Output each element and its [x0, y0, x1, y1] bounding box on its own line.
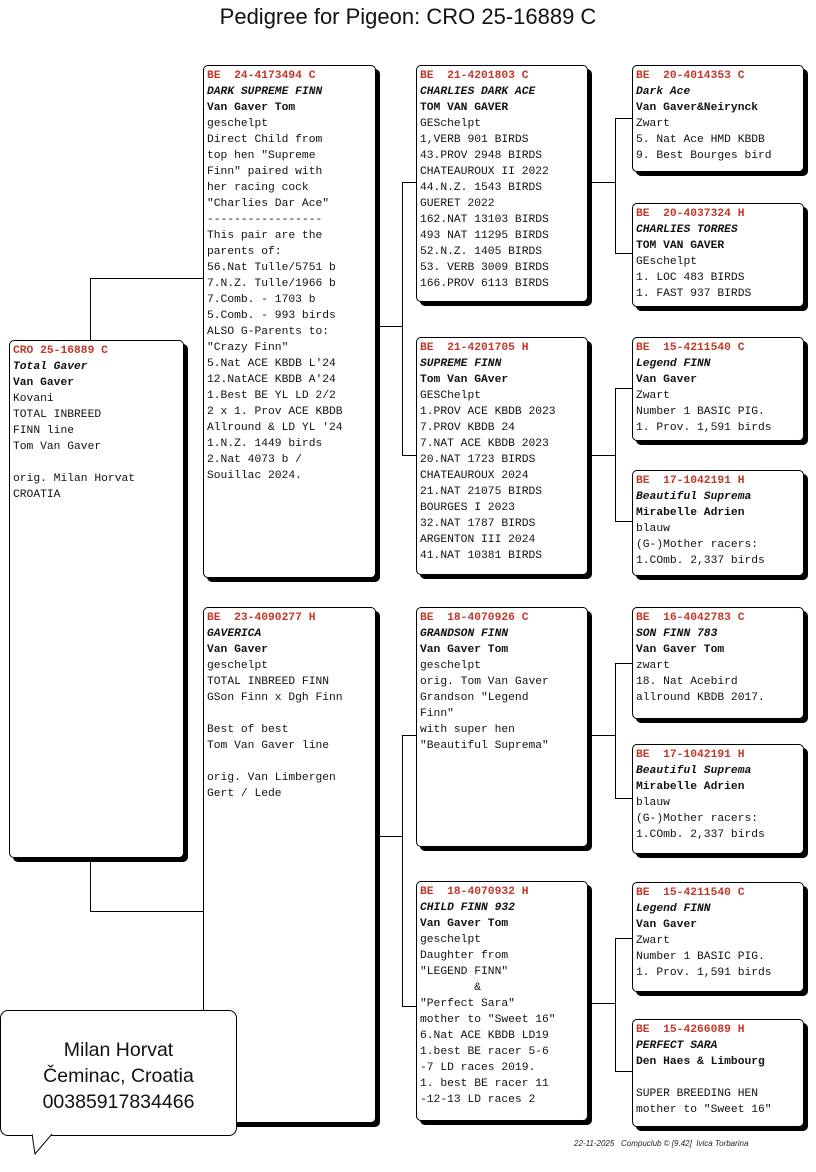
ring-number: BE 15-4266089 H	[636, 1024, 745, 1036]
info-line: Tom Van Gaver line	[207, 740, 330, 752]
info-line: Zwart	[636, 390, 670, 402]
info-line: -12-13 LD races 2	[420, 1094, 536, 1106]
info-lines	[636, 116, 800, 164]
info-line: 2.Nat 4073 b /	[207, 454, 302, 466]
pedigree-card-subject	[9, 340, 184, 858]
owner: Tom Van GAver	[420, 374, 509, 386]
pedigree-card-dds	[632, 882, 804, 992]
pedigree-card-ssd	[632, 203, 804, 307]
bird-name: Total Gaver	[13, 361, 88, 373]
ring-number: BE 21-4201705 H	[420, 342, 529, 354]
bird-name: CHILD FINN 932	[420, 902, 515, 914]
ring-number: BE 18-4070926 C	[420, 612, 529, 624]
owner: Van Gaver Tom	[636, 644, 725, 656]
bird-name: GRANDSON FINN	[420, 628, 509, 640]
info-line: parents of:	[207, 246, 282, 258]
info-lines	[420, 932, 584, 1108]
info-line: TOTAL INBREED	[13, 409, 102, 421]
owner: Van Gaver Tom	[420, 918, 509, 930]
info-line: top hen "Supreme	[207, 150, 316, 162]
callout-tail-icon	[32, 1134, 58, 1156]
info-line: (G-)Mother racers:	[636, 813, 759, 825]
bird-name: Beautiful Suprema	[636, 765, 752, 777]
ring-number: BE 15-4211540 C	[636, 342, 745, 354]
info-line: mother to "Sweet 16"	[636, 1104, 772, 1116]
info-lines	[207, 658, 372, 802]
info-line: Souillac 2024.	[207, 470, 302, 482]
info-line: "Crazy Finn"	[207, 342, 289, 354]
info-lines	[420, 388, 584, 564]
info-lines	[13, 391, 180, 503]
info-lines	[636, 388, 800, 436]
info-line: 56.Nat Tulle/5751 b	[207, 262, 336, 274]
bird-name: Legend FINN	[636, 903, 711, 915]
info-line: FINN line	[13, 425, 75, 437]
owner: Van Gaver	[636, 374, 698, 386]
info-line: with super hen	[420, 724, 515, 736]
owner: Van Gaver Tom	[207, 102, 296, 114]
bird-name: DARK SUPREME FINN	[207, 86, 323, 98]
ring-number: BE 17-1042191 H	[636, 475, 745, 487]
owner: Van Gaver Tom	[420, 644, 509, 656]
info-line: orig. Van Limbergen	[207, 772, 336, 784]
bird-name: CHARLIES DARK ACE	[420, 86, 536, 98]
ring-number: BE 16-4042783 C	[636, 612, 745, 624]
info-line: 6.Nat ACE KBDB LD19	[420, 1030, 549, 1042]
info-line: Kovani	[13, 393, 54, 405]
info-line: -----------------	[207, 214, 323, 226]
info-lines	[636, 521, 800, 569]
info-line: 166.PROV 6113 BIRDS	[420, 278, 549, 290]
bird-name: Beautiful Suprema	[636, 491, 752, 503]
info-lines	[420, 116, 584, 292]
info-line: Allround & LD YL '24	[207, 422, 343, 434]
info-line: "Beautiful Suprema"	[420, 740, 549, 752]
contact-name: Milan Horvat	[63, 1039, 174, 1061]
info-line: 1,VERB 901 BIRDS	[420, 134, 529, 146]
info-lines	[636, 933, 800, 981]
info-line: SUPER BREEDING HEN	[636, 1088, 759, 1100]
info-line: 1. best BE racer 11	[420, 1078, 549, 1090]
info-line: 1.N.Z. 1449 birds	[207, 438, 323, 450]
bird-name: PERFECT SARA	[636, 1040, 718, 1052]
info-line: geschelpt	[420, 660, 482, 672]
info-line: 493 NAT 11295 BIRDS	[420, 230, 549, 242]
info-line: 43.PROV 2948 BIRDS	[420, 150, 543, 162]
info-line: -7 LD races 2019.	[420, 1062, 536, 1074]
footer-credit: 22-11-2025 Compuclub © [9.42] Ivica Torbarina	[574, 1139, 749, 1148]
pedigree-card-sds	[632, 337, 804, 441]
pedigree-card-ddd	[632, 1019, 804, 1127]
info-line: her racing cock	[207, 182, 309, 194]
info-line: 52.N.Z. 1405 BIRDS	[420, 246, 543, 258]
page-title: Pedigree for Pigeon: CRO 25-16889 C	[219, 4, 597, 29]
info-line: "LEGEND FINN"	[420, 966, 509, 978]
info-line: 7.Comb. - 1703 b	[207, 294, 316, 306]
pedigree-card-dam-sire	[416, 607, 588, 847]
info-line: CHATEAUROUX 2024	[420, 470, 529, 482]
info-line: 7.NAT ACE KBDB 2023	[420, 438, 549, 450]
info-line: 1. LOC 483 BIRDS	[636, 272, 745, 284]
ring-number: BE 24-4173494 C	[207, 70, 316, 82]
bird-name: Legend FINN	[636, 358, 711, 370]
info-line	[207, 706, 372, 722]
info-lines	[420, 658, 584, 754]
owner: Mirabelle Adrien	[636, 781, 745, 793]
info-line: allround KBDB 2017.	[636, 692, 765, 704]
owner: Mirabelle Adrien	[636, 507, 745, 519]
info-line: "Perfect Sara"	[420, 998, 515, 1010]
info-line: zwart	[636, 660, 670, 672]
pedigree-card-sire-sire	[416, 65, 588, 302]
ring-number: BE 21-4201803 C	[420, 70, 529, 82]
ring-number: CRO 25-16889 C	[13, 345, 108, 357]
ring-number: BE 18-4070932 H	[420, 886, 529, 898]
info-lines	[636, 658, 800, 706]
owner: Van Gaver	[207, 644, 269, 656]
info-line: geschelpt	[207, 660, 269, 672]
contact-place: Čeminac, Croatia	[43, 1065, 194, 1087]
pedigree-card-sss	[632, 65, 804, 172]
info-line: &	[420, 982, 482, 994]
info-line: 5.Comb. - 993 birds	[207, 310, 336, 322]
info-line: Grandson "Legend	[420, 692, 529, 704]
info-line: 18. Nat Acebird	[636, 676, 738, 688]
ring-number: BE 20-4037324 H	[636, 208, 745, 220]
info-line: 7.N.Z. Tulle/1966 b	[207, 278, 336, 290]
info-line: 32.NAT 1787 BIRDS	[420, 518, 536, 530]
info-line: CROATIA	[13, 489, 61, 501]
info-line: 1. FAST 937 BIRDS	[636, 288, 752, 300]
info-line: 1. Prov. 1,591 birds	[636, 967, 772, 979]
bird-name: GAVERICA	[207, 628, 262, 640]
info-line: GESchelpt	[420, 118, 482, 130]
info-line: Daughter from	[420, 950, 509, 962]
info-line: blauw	[636, 797, 670, 809]
bird-name: Dark Ace	[636, 86, 691, 98]
info-line: ALSO G-Parents to:	[207, 326, 330, 338]
info-line: Zwart	[636, 935, 670, 947]
owner: Van Gaver	[13, 377, 75, 389]
info-line: 53. VERB 3009 BIRDS	[420, 262, 549, 274]
info-line: Zwart	[636, 118, 670, 130]
info-line: This pair are the	[207, 230, 323, 242]
info-line: Best of best	[207, 724, 289, 736]
pedigree-card-dam-dam	[416, 881, 588, 1121]
info-line: Tom Van Gaver	[13, 441, 102, 453]
info-line: 44.N.Z. 1543 BIRDS	[420, 182, 543, 194]
info-line: 5.Nat ACE KBDB L'24	[207, 358, 336, 370]
info-line: 1. Prov. 1,591 birds	[636, 422, 772, 434]
info-line: geschelpt	[207, 118, 269, 130]
ring-number: BE 15-4211540 C	[636, 887, 745, 899]
owner: TOM VAN GAVER	[420, 102, 509, 114]
info-line: Finn"	[420, 708, 454, 720]
info-lines	[636, 254, 800, 302]
bird-name: SON FINN 783	[636, 628, 718, 640]
info-line: 9. Best Bourges bird	[636, 150, 772, 162]
info-lines	[207, 116, 372, 484]
info-line: Number 1 BASIC PIG.	[636, 951, 765, 963]
owner: TOM VAN GAVER	[636, 240, 725, 252]
info-line: GUERET 2022	[420, 198, 495, 210]
info-line: 21.NAT 21075 BIRDS	[420, 486, 543, 498]
info-line	[207, 754, 372, 770]
ring-number: BE 17-1042191 H	[636, 749, 745, 761]
pedigree-card-dss	[632, 607, 804, 719]
owner: Van Gaver&Neirynck	[636, 102, 759, 114]
info-line: CHATEAUROUX II 2022	[420, 166, 549, 178]
bird-name: CHARLIES TORRES	[636, 224, 738, 236]
info-line: GEschelpt	[636, 256, 698, 268]
info-line: Finn" paired with	[207, 166, 323, 178]
info-line: Direct Child from	[207, 134, 323, 146]
owner: Den Haes & Limbourg	[636, 1056, 765, 1068]
info-line: geschelpt	[420, 934, 482, 946]
info-line: mother to "Sweet 16"	[420, 1014, 556, 1026]
info-line: orig. Milan Horvat	[13, 473, 136, 485]
info-line: 20.NAT 1723 BIRDS	[420, 454, 536, 466]
info-line: 12.NatACE KBDB A'24	[207, 374, 336, 386]
info-line	[636, 1070, 800, 1086]
pedigree-card-sdd	[632, 470, 804, 576]
pedigree-card-sire-dam	[416, 337, 588, 575]
contact-phone: 00385917834466	[42, 1091, 195, 1113]
info-line: orig. Tom Van Gaver	[420, 676, 549, 688]
ring-number: BE 23-4090277 H	[207, 612, 316, 624]
info-line: 41.NAT 10381 BIRDS	[420, 550, 543, 562]
info-line: GESChelpt	[420, 390, 482, 402]
info-line: blauw	[636, 523, 670, 535]
info-line: 1.COmb. 2,337 birds	[636, 555, 765, 567]
info-line: GSon Finn x Dgh Finn	[207, 692, 343, 704]
info-line	[13, 455, 180, 471]
info-line: 5. Nat Ace HMD KBDB	[636, 134, 765, 146]
info-line: "Charlies Dar Ace"	[207, 198, 330, 210]
info-line: 1.Best BE YL LD 2/2	[207, 390, 336, 402]
info-lines	[636, 1070, 800, 1118]
info-line: Number 1 BASIC PIG.	[636, 406, 765, 418]
info-line: ARGENTON III 2024	[420, 534, 536, 546]
pedigree-card-dsd	[632, 744, 804, 854]
contact-callout	[0, 1010, 237, 1136]
info-line: Gert / Lede	[207, 788, 282, 800]
info-line: (G-)Mother racers:	[636, 539, 759, 551]
owner: Van Gaver	[636, 919, 698, 931]
info-line: 1.COmb. 2,337 birds	[636, 829, 765, 841]
info-line: TOTAL INBREED FINN	[207, 676, 330, 688]
info-lines	[636, 795, 800, 843]
info-line: 2 x 1. Prov ACE KBDB	[207, 406, 343, 418]
info-line: 1.best BE racer 5-6	[420, 1046, 549, 1058]
bird-name: SUPREME FINN	[420, 358, 502, 370]
pedigree-card-sire	[203, 65, 376, 578]
info-line: 1.PROV ACE KBDB 2023	[420, 406, 556, 418]
info-line: 7.PROV KBDB 24	[420, 422, 515, 434]
info-line: 162.NAT 13103 BIRDS	[420, 214, 549, 226]
info-line: BOURGES I 2023	[420, 502, 515, 514]
ring-number: BE 20-4014353 C	[636, 70, 745, 82]
